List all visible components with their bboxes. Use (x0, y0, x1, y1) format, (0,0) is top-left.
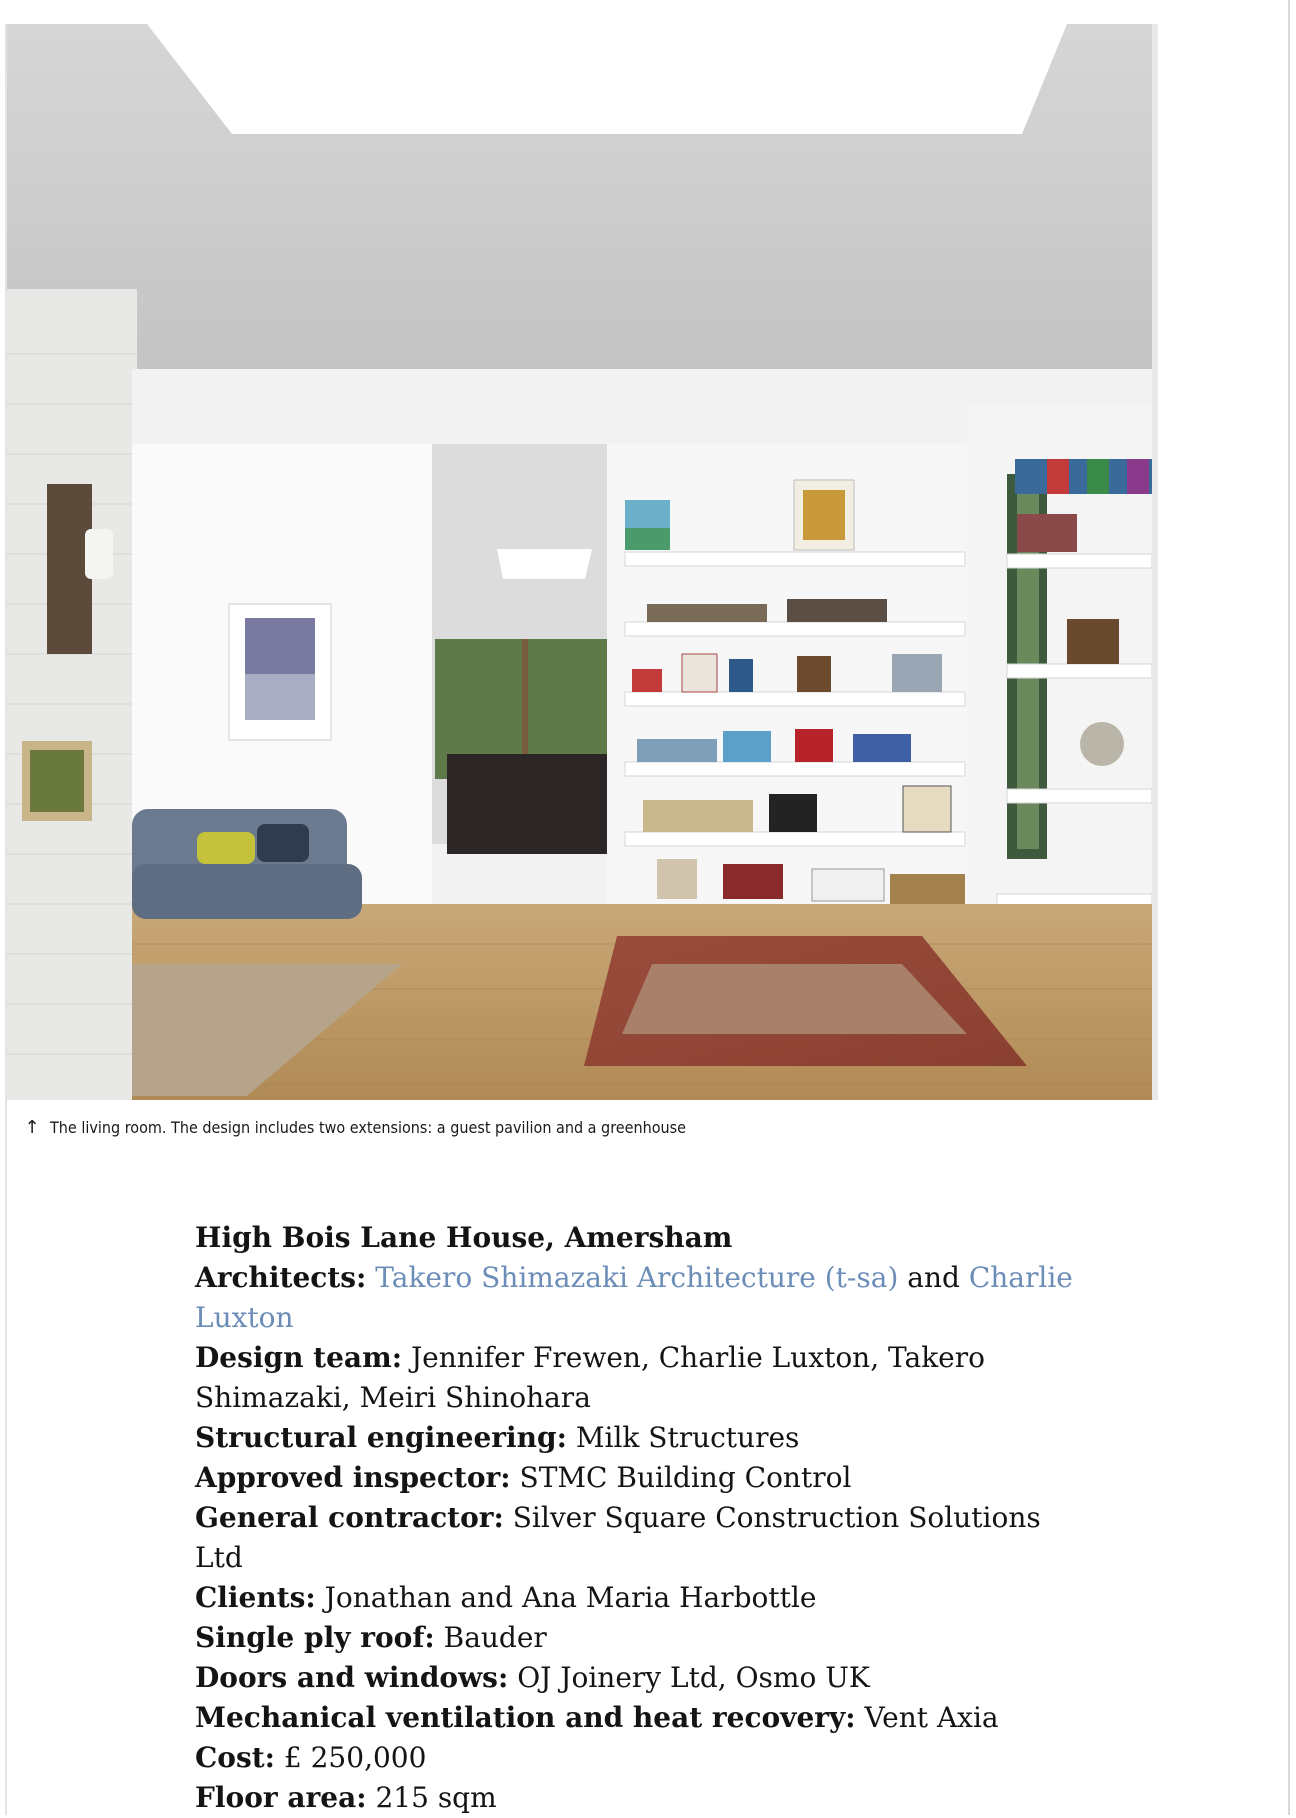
project-title: High Bois Lane House, Amersham (195, 1221, 733, 1254)
inspector-row (195, 1458, 1095, 1498)
area-row (195, 1778, 1095, 1818)
tsa-link[interactable]: Takero Shimazaki Architecture (t-sa) (375, 1261, 899, 1294)
clients-row (195, 1578, 1095, 1618)
cost-row (195, 1738, 1095, 1778)
design-team-row (195, 1338, 1095, 1418)
page-edge-right (1288, 0, 1290, 1815)
cost-label: Cost: (195, 1741, 275, 1774)
cost-value: £ 250,000 (283, 1741, 427, 1774)
architects-label: Architects: (195, 1261, 367, 1294)
contractor-row (195, 1498, 1095, 1578)
mvhr-row (195, 1698, 1095, 1738)
inspector-value: STMC Building Control (519, 1461, 852, 1494)
area-label: Floor area: (195, 1781, 367, 1814)
design-team-value: Jennifer Frewen, Charlie Luxton, Takero Shimazaki, Meiri Shinohara (195, 1341, 985, 1414)
clients-label: Clients: (195, 1581, 316, 1614)
project-credits (195, 1218, 1095, 1818)
living-room-photo (7, 24, 1158, 1100)
charlie-luxton-link[interactable]: Charlie Luxton (195, 1261, 1073, 1334)
structural-label: Structural engineering: (195, 1421, 567, 1454)
design-team-label: Design team: (195, 1341, 403, 1374)
roof-value: Bauder (443, 1621, 547, 1654)
inspector-label: Approved inspector: (195, 1461, 511, 1494)
doors-value: OJ Joinery Ltd, Osmo UK (517, 1661, 870, 1694)
mvhr-value: Vent Axia (864, 1701, 999, 1734)
doors-label: Doors and windows: (195, 1661, 509, 1694)
mvhr-label: Mechanical ventilation and heat recovery: (195, 1701, 856, 1734)
contractor-value: Silver Square Construction Solutions Ltd (195, 1501, 1041, 1574)
roof-label: Single ply roof: (195, 1621, 435, 1654)
doors-row (195, 1658, 1095, 1698)
clients-value: Jonathan and Ana Maria Harbottle (324, 1581, 817, 1614)
roof-row (195, 1618, 1095, 1658)
caption-text: The living room. The design includes two extensions: a guest pavilion and a greenhouse (50, 1117, 687, 1137)
contractor-label: General contractor: (195, 1501, 504, 1534)
architects-row (195, 1258, 1095, 1338)
photo-caption (24, 1115, 1264, 1139)
architects-and: and (907, 1261, 960, 1294)
area-value: 215 sqm (375, 1781, 497, 1814)
structural-row (195, 1418, 1095, 1458)
structural-value: Milk Structures (575, 1421, 800, 1454)
up-arrow-icon: ↑ (24, 1116, 40, 1138)
